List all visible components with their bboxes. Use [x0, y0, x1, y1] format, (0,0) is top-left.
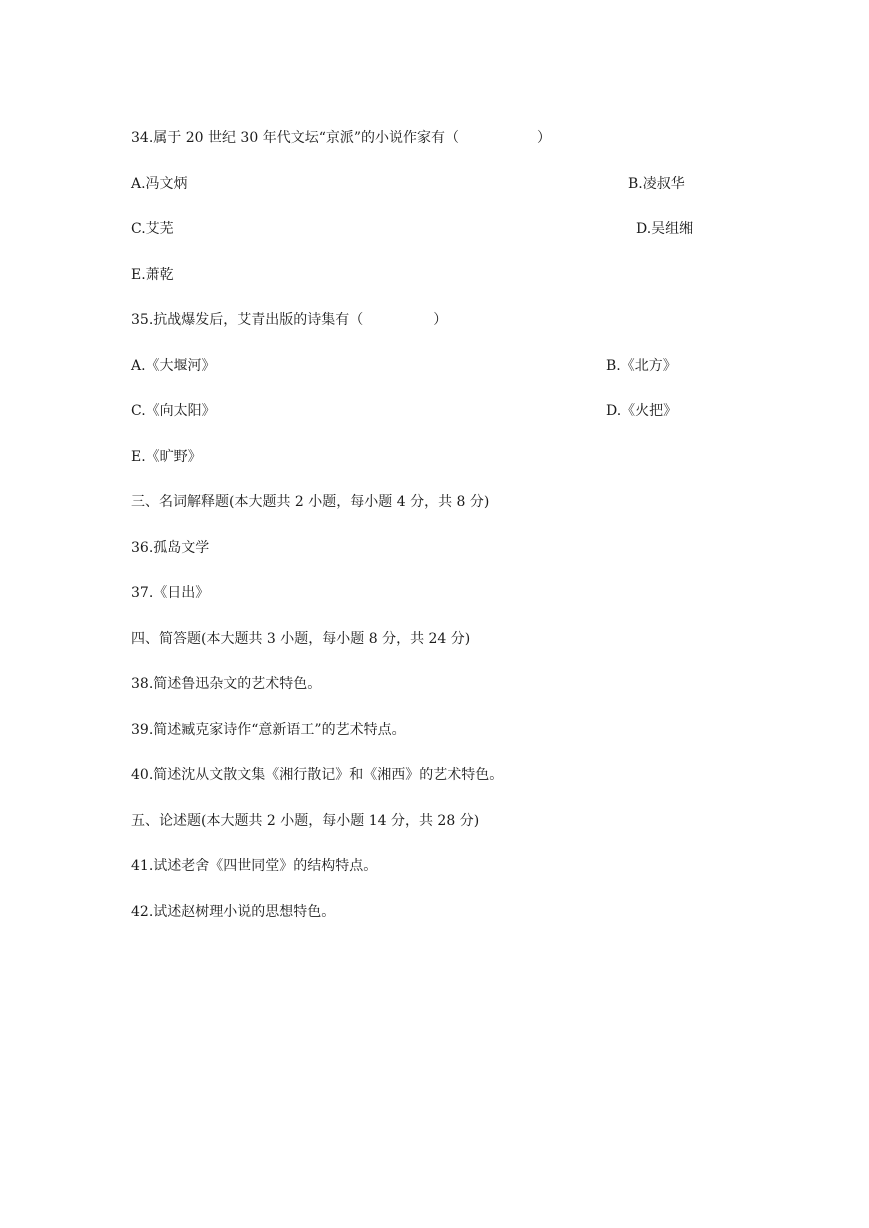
- option-34-d: D.吴组缃: [636, 221, 694, 237]
- option-34-e: E.萧乾: [131, 267, 174, 283]
- section-4-heading: 四、简答题(本大题共 3 小题，每小题 8 分，共 24 分): [131, 631, 471, 647]
- question-35: [131, 313, 447, 327]
- question-39: 39.简述臧克家诗作“意新语工”的艺术特点。: [131, 722, 406, 738]
- option-34-a: A.冯文炳: [131, 176, 188, 192]
- option-34-c: C.艾芜: [131, 221, 174, 237]
- option-35-a: A.《大堰河》: [131, 358, 216, 374]
- question-36: 36.孤岛文学: [131, 540, 210, 556]
- section-3-heading: 三、名词解释题(本大题共 2 小题，每小题 4 分，共 8 分): [131, 494, 490, 510]
- question-38: 38.简述鲁迅杂文的艺术特色。: [131, 676, 322, 692]
- question-34: [131, 131, 551, 145]
- question-41: 41.试述老舍《四世同堂》的结构特点。: [131, 858, 378, 874]
- option-35-c: C.《向太阳》: [131, 403, 216, 419]
- question-35-close: ）: [433, 312, 448, 328]
- option-35-b: B.《北方》: [606, 358, 677, 374]
- question-37: 37.《日出》: [131, 585, 210, 601]
- option-35-d: D.《火把》: [606, 403, 678, 419]
- question-34-stem: 34.属于 20 世纪 30 年代文坛“京派”的小说作家有（: [131, 130, 460, 146]
- question-42: 42.试述赵树理小说的思想特色。: [131, 904, 336, 920]
- question-35-stem: 35.抗战爆发后，艾青出版的诗集有（: [131, 312, 364, 328]
- option-35-e: E.《旷野》: [131, 449, 202, 465]
- section-5-heading: 五、论述题(本大题共 2 小题，每小题 14 分，共 28 分): [131, 813, 480, 829]
- question-40: 40.简述沈从文散文集《湘行散记》和《湘西》的艺术特色。: [131, 767, 504, 783]
- option-34-b: B.凌叔华: [628, 176, 685, 192]
- question-34-close: ）: [537, 130, 552, 146]
